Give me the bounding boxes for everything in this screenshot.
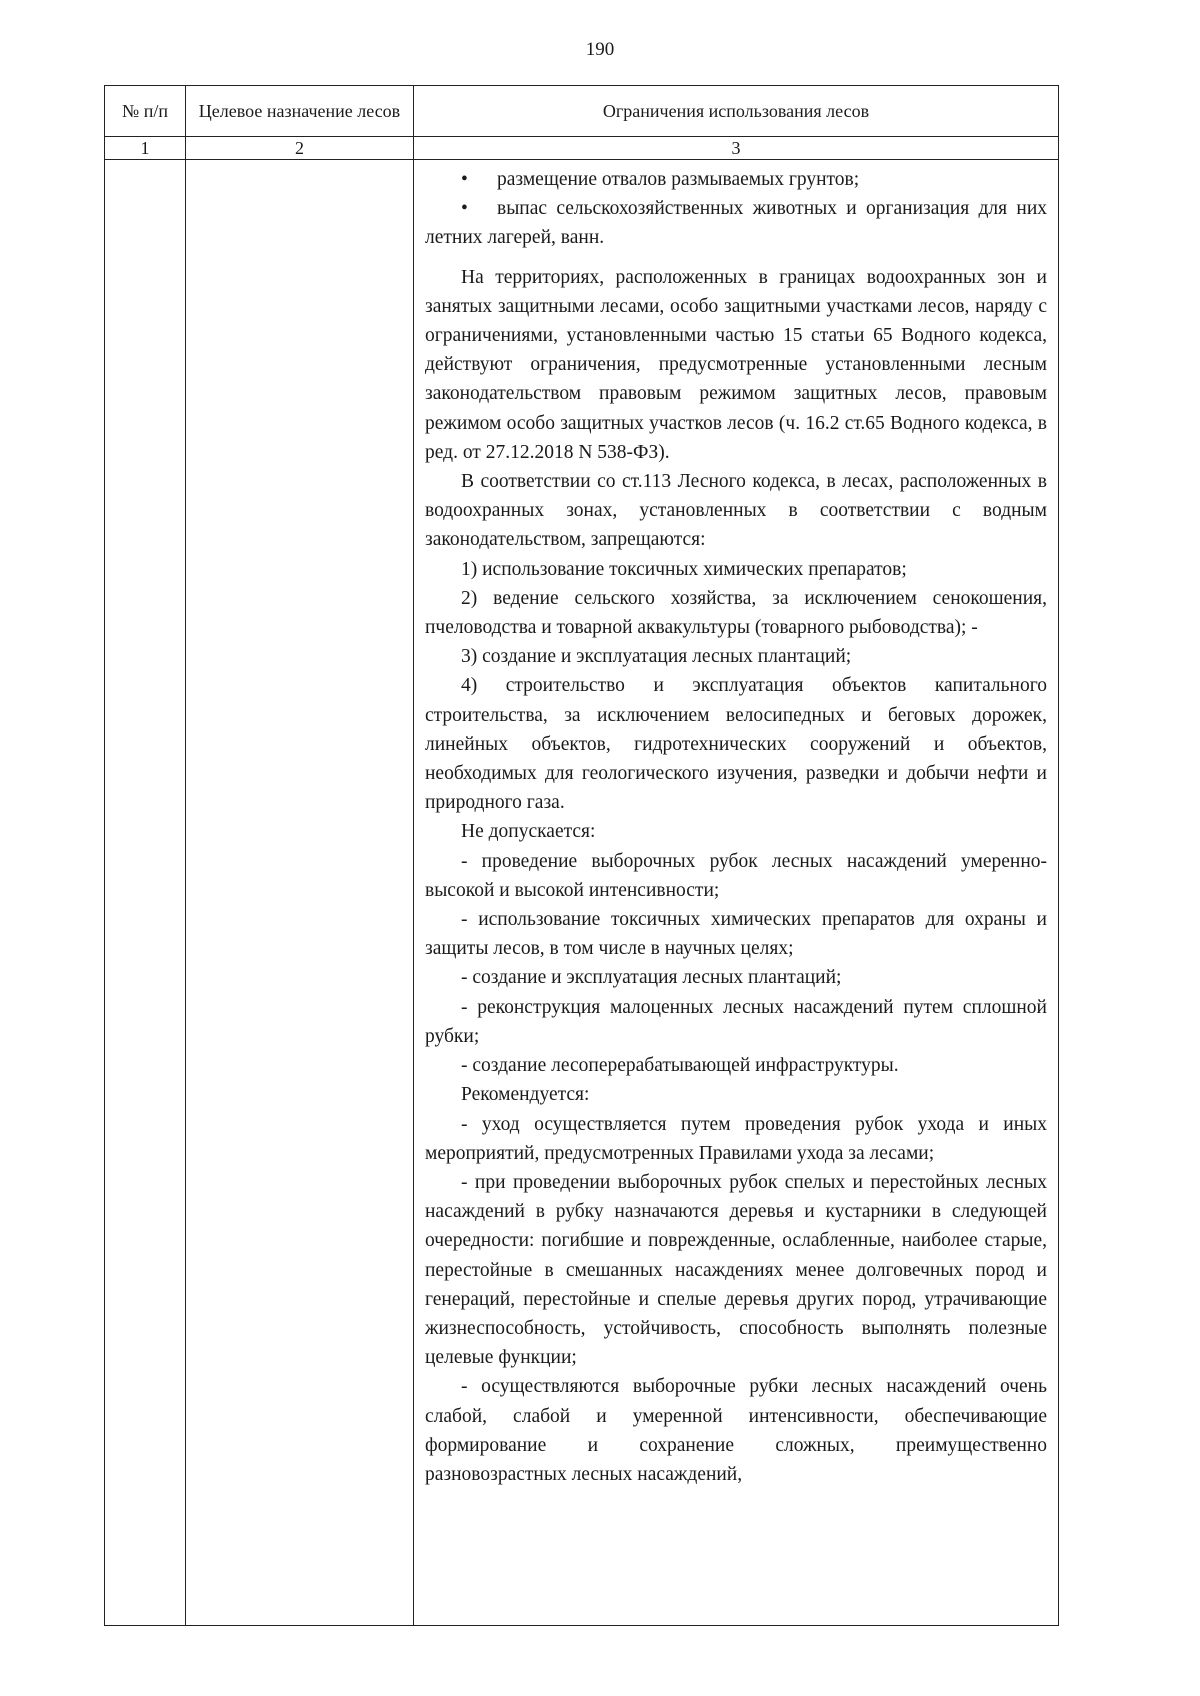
restrictions-table	[104, 85, 1059, 1626]
row-number-cell	[105, 160, 186, 1626]
paragraph: - создание лесоперерабатывающей инфраструктуры.	[461, 1055, 899, 1077]
paragraph: 1) использование токсичных химических препаратов;	[461, 558, 907, 580]
header-forest-restrictions: Ограничения использования лесов	[414, 86, 1059, 137]
paragraph: Рекомендуется:	[461, 1084, 590, 1106]
bullet-icon: •	[461, 169, 468, 190]
paragraph: 2) ведение сельского хозяйства, за исключением сенокошения, пчеловодства и товарной аквакультуры (товарного рыбоводства); -	[425, 587, 1047, 639]
table-row	[105, 160, 1059, 1626]
paragraph: - реконструкция малоценных лесных насаждений путем сплошной рубки;	[425, 996, 1047, 1047]
column-number-3: 3	[414, 137, 1059, 160]
paragraph: - уход осуществляется путем проведения рубок ухода и иных мероприятий, предусмотренных Правилами ухода за лесами;	[425, 1113, 1047, 1164]
list-item	[425, 165, 1047, 194]
paragraph: 3) создание и эксплуатация лесных плантаций;	[461, 646, 852, 668]
bullet-icon: •	[461, 198, 468, 220]
list-item	[425, 194, 1047, 252]
paragraph: - осуществляются выборочные рубки лесных насаждений очень слабой, слабой и умеренной интенсивности, обеспечивающие формирование и сохранение сложных, преимущественно разновозрастных лесных насаждений,	[425, 1376, 1047, 1485]
table-header-row	[105, 86, 1059, 137]
paragraph: - проведение выборочных рубок лесных насаждений умеренно-высокой и высокой интенсивности;	[425, 850, 1047, 901]
header-number: № п/п	[105, 86, 186, 137]
header-forest-purpose: Целевое назначение лесов	[186, 86, 414, 137]
paragraph: - использование токсичных химических препаратов для охраны и защиты лесов, в том числе в научных целях;	[425, 909, 1047, 960]
paragraph: На территориях, расположенных в границах водоохранных зон и занятых защитными лесами, особо защитными участками лесов, наряду с ограничениями, установленными частью 15 статьи 65 Водного кодекса, действуют ограничения, предусмотренные установленными лесным законодательством правовым режимом защитных лесов, правовым режимом особо защитных участков лесов (ч. 16.2 ст.65 Водного кодекса, в ред. от 27.12.2018 N 538-ФЗ).	[425, 266, 1047, 463]
column-number-row	[105, 137, 1059, 160]
paragraph: В соответствии со ст.113 Лесного кодекса, в лесах, расположенных в водоохранных зонах, установленных в соответствии с водным законодательством, запрещаются:	[425, 471, 1047, 551]
list-item-text: размещение отвалов размываемых грунтов;	[497, 169, 860, 190]
page-number: 190	[585, 39, 615, 60]
paragraph: Не допускается:	[461, 821, 596, 843]
forest-purpose-cell	[186, 160, 414, 1626]
paragraph: 4) строительство и эксплуатация объектов капитального строительства, за исключением велосипедных и беговых дорожек, линейных объектов, гидротехнических сооружений и объектов, необходимых для геологического изучения, разведки и добычи нефти и природного газа.	[425, 675, 1047, 814]
paragraph: - при проведении выборочных рубок спелых и перестойных лесных насаждений в рубку назначаются деревья и кустарники в следующей очередности: погибшие и поврежденные, ослабленные, наиболее старые, перестойные в смешанных насаждениях менее долговечных пород и генераций, перестойные и спелые деревья других пород, утрачивающие жизнеспособность, устойчивость, способность выполнять полезные целевые функции;	[425, 1171, 1047, 1369]
column-number-2: 2	[186, 137, 414, 160]
column-number-1: 1	[105, 137, 186, 160]
list-item-text: выпас сельскохозяйственных животных и организация для них летних лагерей, ванн.	[425, 198, 1047, 249]
restrictions-cell	[414, 160, 1059, 1626]
paragraph: - создание и эксплуатация лесных плантаций;	[461, 967, 842, 989]
